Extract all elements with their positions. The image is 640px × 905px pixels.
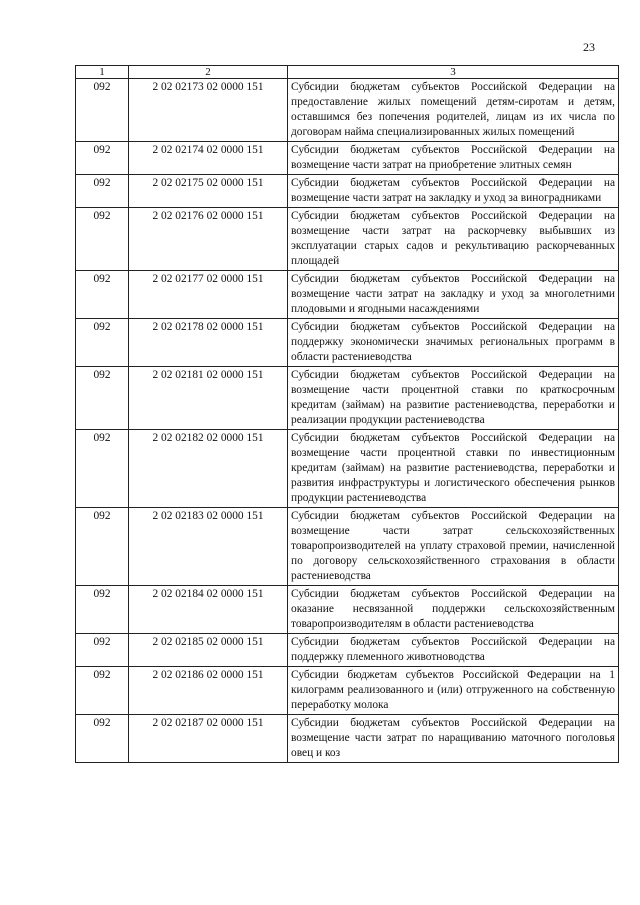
table-row	[76, 319, 619, 367]
description-cell: Субсидии бюджетам субъектов Российской Федерации на поддержку экономически значимых региональных программ в области растениеводства	[288, 319, 619, 367]
admin-code-cell: 092	[76, 508, 129, 586]
budget-code-cell: 2 02 02175 02 0000 151	[129, 175, 288, 208]
column-header-1: 1	[76, 66, 129, 79]
admin-code-cell: 092	[76, 208, 129, 271]
budget-code-cell: 2 02 02173 02 0000 151	[129, 79, 288, 142]
table-row	[76, 208, 619, 271]
budget-code-cell: 2 02 02174 02 0000 151	[129, 142, 288, 175]
description-cell: Субсидии бюджетам субъектов Российской Федерации на возмещение части процентной ставки по краткосрочным кредитам (займам) на развитие растениеводства, переработки и реализации продукции растениеводства	[288, 367, 619, 430]
table-row	[76, 79, 619, 142]
budget-code-cell: 2 02 02176 02 0000 151	[129, 208, 288, 271]
table-header	[76, 66, 619, 79]
column-header-3: 3	[288, 66, 619, 79]
admin-code-cell: 092	[76, 142, 129, 175]
description-cell: Субсидии бюджетам субъектов Российской Федерации на возмещение части затрат на закладку и уход за многолетними плодовыми и ягодными насаждениями	[288, 271, 619, 319]
column-header-2: 2	[129, 66, 288, 79]
budget-code-cell: 2 02 02177 02 0000 151	[129, 271, 288, 319]
description-cell: Субсидии бюджетам субъектов Российской Федерации на возмещение части процентной ставки по инвестиционным кредитам (займам) на развитие растениеводства, переработки и развития инфраструктуры и логистического обеспечения рынков продукции растениеводства	[288, 430, 619, 508]
description-cell: Субсидии бюджетам субъектов Российской Федерации на предоставление жилых помещений детям-сиротам и детям, оставшимся без попечения родителей, лицам из их числа по договорам найма специализированных жилых помещений	[288, 79, 619, 142]
table-row	[76, 508, 619, 586]
budget-code-cell: 2 02 02181 02 0000 151	[129, 367, 288, 430]
page-number: 23	[583, 40, 595, 54]
admin-code-cell: 092	[76, 175, 129, 208]
description-cell: Субсидии бюджетам субъектов Российской Федерации на возмещение части затрат на закладку и уход за виноградниками	[288, 175, 619, 208]
description-cell: Субсидии бюджетам субъектов Российской Федерации на поддержку племенного животноводства	[288, 634, 619, 667]
table-row	[76, 142, 619, 175]
description-cell: Субсидии бюджетам субъектов Российской Федерации на возмещение части затрат на приобретение элитных семян	[288, 142, 619, 175]
admin-code-cell: 092	[76, 367, 129, 430]
budget-code-cell: 2 02 02184 02 0000 151	[129, 586, 288, 634]
header-row	[76, 66, 619, 79]
table-row	[76, 586, 619, 634]
table-row	[76, 271, 619, 319]
budget-code-cell: 2 02 02187 02 0000 151	[129, 715, 288, 763]
table-row	[76, 715, 619, 763]
table-body	[76, 79, 619, 763]
admin-code-cell: 092	[76, 634, 129, 667]
description-cell: Субсидии бюджетам субъектов Российской Федерации на 1 килограмм реализованного и (или) отгруженного на собственную переработку молока	[288, 667, 619, 715]
table-row	[76, 667, 619, 715]
description-cell: Субсидии бюджетам субъектов Российской Федерации на возмещение части затрат на раскорчевку выбывших из эксплуатации старых садов и рекультивацию раскорчеванных площадей	[288, 208, 619, 271]
admin-code-cell: 092	[76, 586, 129, 634]
description-cell: Субсидии бюджетам субъектов Российской Федерации на оказание несвязанной поддержки сельскохозяйственным товаропроизводителям в области растениеводства	[288, 586, 619, 634]
admin-code-cell: 092	[76, 430, 129, 508]
budget-codes-table	[75, 65, 619, 763]
admin-code-cell: 092	[76, 79, 129, 142]
table-row	[76, 430, 619, 508]
budget-code-cell: 2 02 02182 02 0000 151	[129, 430, 288, 508]
table-row	[76, 367, 619, 430]
admin-code-cell: 092	[76, 715, 129, 763]
admin-code-cell: 092	[76, 667, 129, 715]
table-row	[76, 634, 619, 667]
admin-code-cell: 092	[76, 271, 129, 319]
budget-code-cell: 2 02 02185 02 0000 151	[129, 634, 288, 667]
budget-code-cell: 2 02 02183 02 0000 151	[129, 508, 288, 586]
description-cell: Субсидии бюджетам субъектов Российской Федерации на возмещение части затрат сельскохозяйственных товаропроизводителей на уплату страховой премии, начисленной по договору сельскохозяйственного страхования в области растениеводства	[288, 508, 619, 586]
description-cell: Субсидии бюджетам субъектов Российской Федерации на возмещение части затрат по наращиванию маточного поголовья овец и коз	[288, 715, 619, 763]
budget-code-cell: 2 02 02178 02 0000 151	[129, 319, 288, 367]
table-row	[76, 175, 619, 208]
admin-code-cell: 092	[76, 319, 129, 367]
budget-code-cell: 2 02 02186 02 0000 151	[129, 667, 288, 715]
